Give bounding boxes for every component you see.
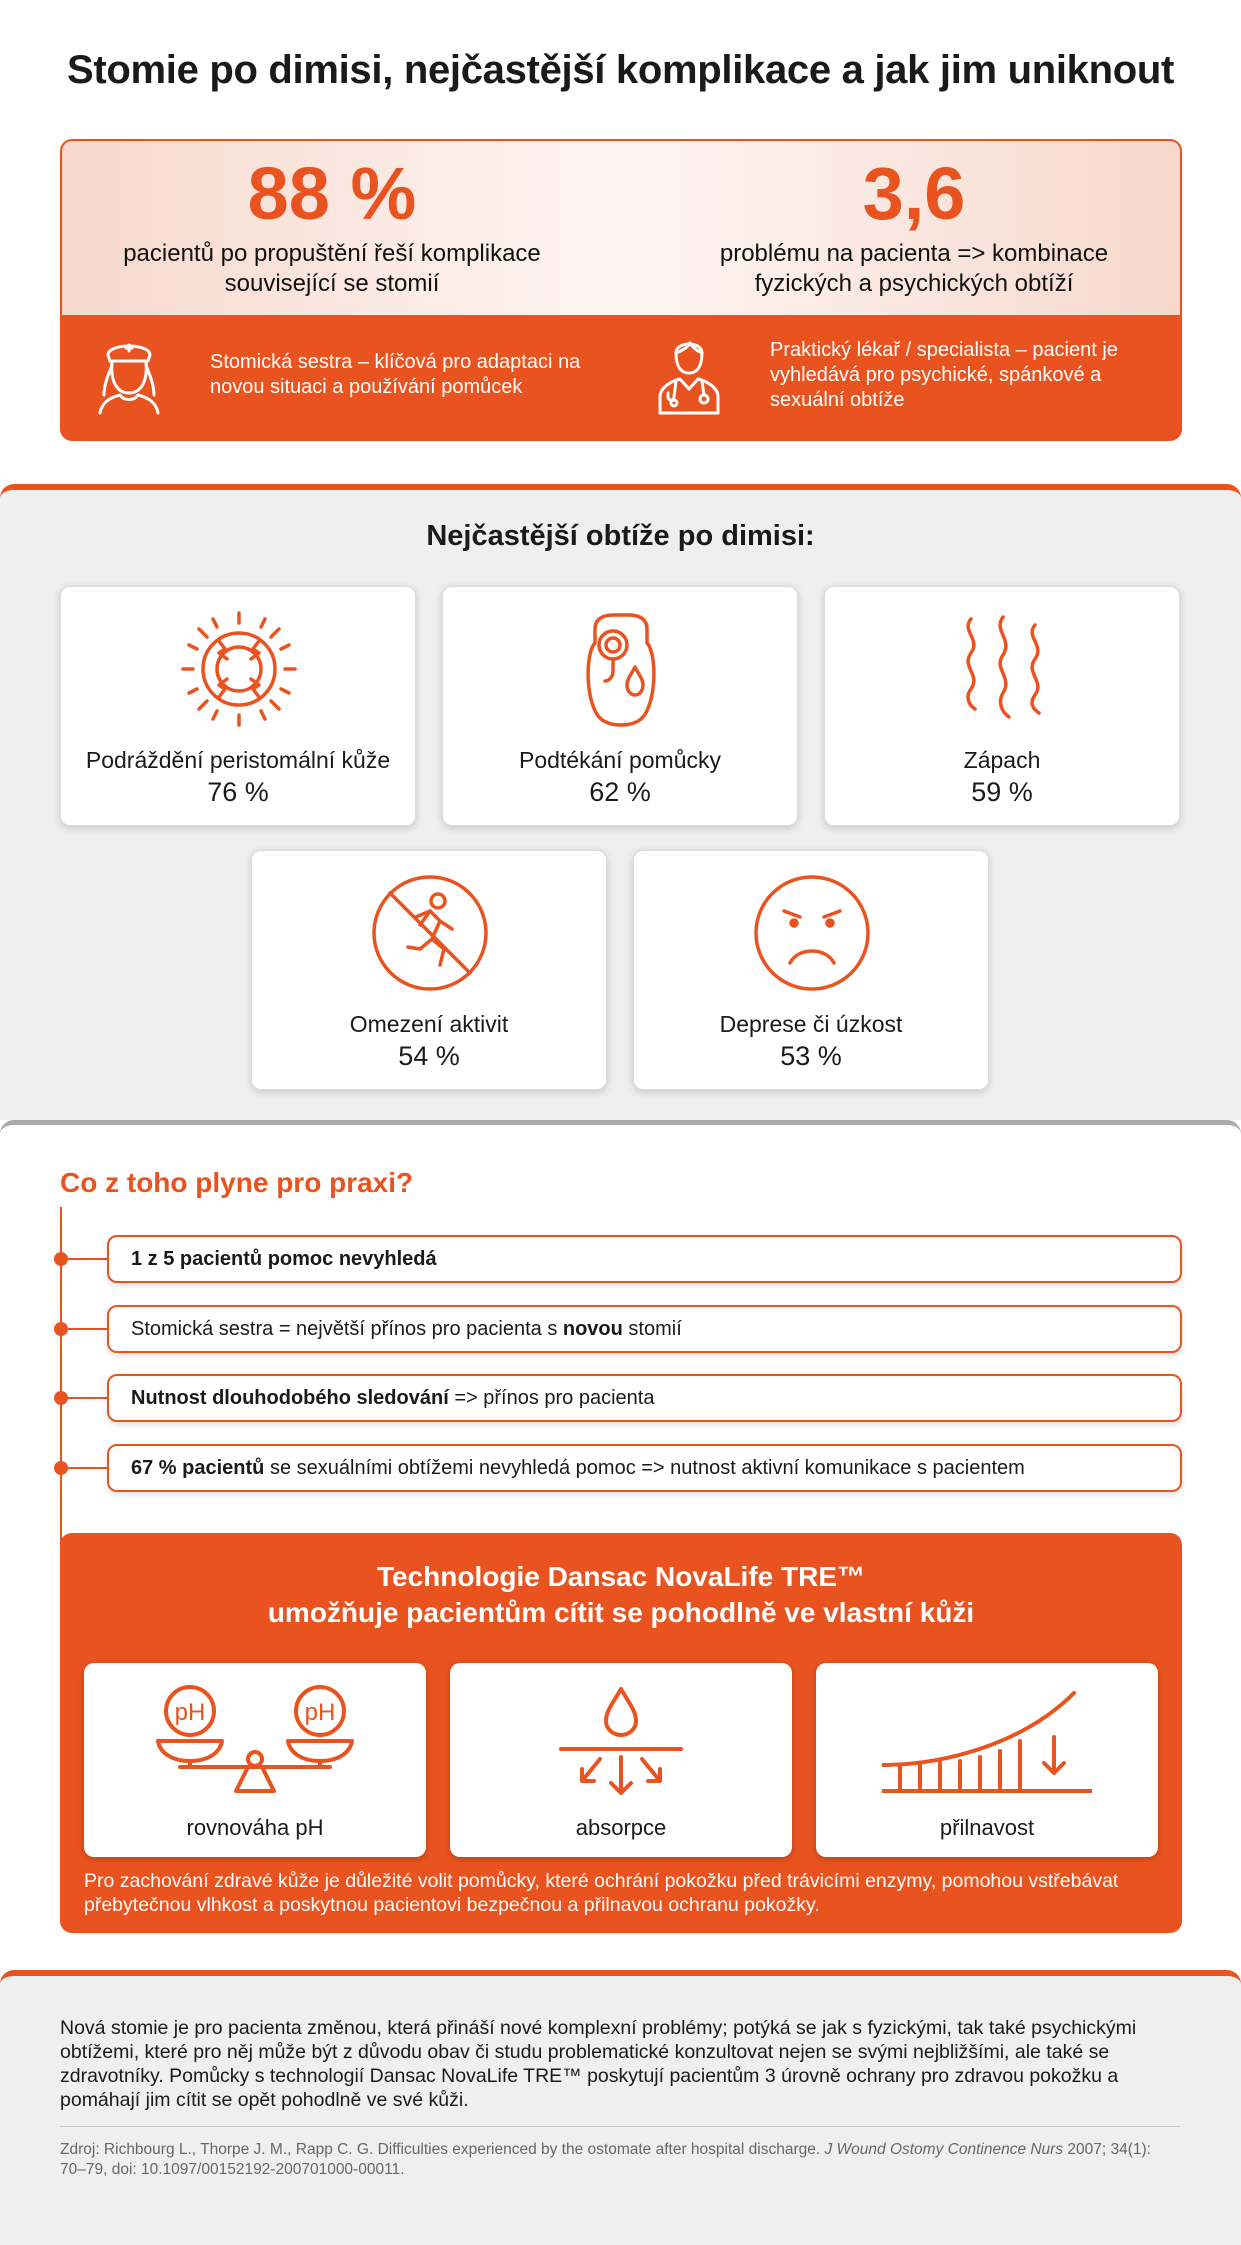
card-value: 76 % — [207, 777, 269, 807]
stat-value: 3,6 — [862, 152, 966, 235]
timeline-connector — [60, 1258, 107, 1260]
card-depression — [633, 850, 989, 1090]
card-leaking-pouch — [442, 586, 798, 826]
practice-item-text: Stomická sestra = největší přínos pro pacienta s — [131, 1318, 563, 1340]
card-absorption — [450, 1663, 792, 1857]
novalife-title — [60, 1559, 1182, 1631]
complications-section — [0, 484, 1241, 1120]
card-label: Omezení aktivit — [349, 1011, 509, 1037]
card-value: 53 % — [780, 1041, 842, 1071]
ncard-label: přilnavost — [939, 1815, 1035, 1840]
complications-title: Nejčastější obtíže po dimisi: — [426, 520, 815, 552]
card-activity-limitation — [251, 850, 607, 1090]
practice-item-bold: 67 % pacientů — [131, 1457, 265, 1479]
nurse-icon — [94, 335, 164, 415]
card-label: Podráždění peristomální kůže — [85, 747, 391, 773]
practice-item — [107, 1235, 1182, 1283]
roles-strip — [62, 315, 1180, 441]
practice-title: Co z toho plyne pro praxi? — [60, 1167, 414, 1198]
no-activity-icon — [370, 873, 490, 993]
leaking-pouch-icon — [561, 609, 681, 729]
card-adhesion — [816, 1663, 1158, 1857]
practice-section — [0, 1120, 1241, 1970]
practice-item — [107, 1305, 1182, 1353]
role-doctor — [654, 335, 1150, 415]
novalife-title-line: Technologie Dansac NovaLife TRE™ — [376, 1561, 866, 1592]
ncard-label: rovnováha pH — [186, 1815, 324, 1840]
page-title: Stomie po dimisi, nejčastější komplikace a jak jim uniknout — [66, 48, 1175, 92]
role-text: Stomická sestra – klíčová pro adaptaci na novou situaci a používání pomůcek — [210, 351, 581, 398]
novalife-description: Pro zachování zdravé kůže je důležité volit pomůcky, které ochrání pokožku před trávicími enzymy, pomohou vstřebávat přebytečnou vlhkost a poskytnou pacientovi bezpečnou a přilnavou ochranu pokožky. — [84, 1870, 1119, 1916]
practice-item-text: stomií — [622, 1318, 682, 1340]
novalife-box — [60, 1533, 1182, 1933]
ph-label-left: pH — [174, 1699, 206, 1726]
card-odor — [824, 586, 1180, 826]
practice-item-text: se sexuálními obtížemi nevyhledá pomoc => nutnost aktivní komunikace s pacientem — [264, 1457, 1025, 1479]
card-label: Deprese či úzkost — [719, 1011, 903, 1037]
timeline-connector — [60, 1328, 107, 1330]
practice-item — [107, 1444, 1182, 1492]
practice-item-bold: 1 z 5 pacientů pomoc nevyhledá — [131, 1248, 437, 1270]
practice-item — [107, 1374, 1182, 1422]
sad-face-icon — [752, 873, 872, 993]
source-citation — [60, 2140, 1180, 2180]
source-journal: J Wound Ostomy Continence Nurs — [824, 2141, 1064, 2158]
stat-problems-per-patient — [644, 149, 1182, 299]
stats-top — [62, 141, 1180, 315]
card-value: 54 % — [398, 1041, 460, 1071]
practice-item-text: => přínos pro pacienta — [448, 1387, 655, 1409]
card-label: Podtékání pomůcky — [518, 747, 721, 773]
ph-balance-icon — [150, 1683, 360, 1795]
ph-label-right: pH — [304, 1699, 336, 1726]
role-text: Praktický lékař / specialista – pacient je vyhledává pro psychické, spánkové a sexuální obtíže — [770, 338, 1118, 411]
card-skin-irritation — [60, 586, 416, 826]
source-text: 2007; 34(1): 70–79, doi: 10.1097/00152192-200701000-00011. — [60, 2141, 1151, 2178]
summary-section — [0, 1970, 1241, 2245]
card-ph-balance — [84, 1663, 426, 1857]
practice-item-bold: Nutnost dlouhodobého sledování — [131, 1387, 449, 1409]
doctor-icon — [654, 335, 724, 415]
summary-text: Nová stomie je pro pacienta změnou, která přináší nové komplexní problémy; potýká se jak s fyzickými, tak také psychickými obtížemi, které pro něj může být z důvodu obav či studu problematické konzultovat nejen se svými nejbližšími, ale také se zdravotníky. Pomůcky s technologií Dansac NovaLife TRE™ poskytují pacientům 3 úrovně ochrany pro zdravou pokožku a pomáhají jim cítit se opět pohodlně ve své kůži. — [60, 2017, 1137, 2111]
source-text: Zdroj: Richbourg L., Thorpe J. M., Rapp C. G. Difficulties experienced by the ostomate after hospital discharge. — [60, 2141, 825, 2158]
stat-desc: pacientů po propuštění řeší komplikace související se stomií — [123, 240, 541, 297]
practice-item-bold: novou — [562, 1318, 623, 1340]
divider — [60, 2126, 1180, 2127]
stat-desc: problému na pacienta => kombinace fyzických a psychických obtíží — [719, 240, 1109, 297]
skin-irritation-icon — [179, 609, 299, 729]
adhesion-icon — [882, 1683, 1092, 1795]
stats-box — [60, 139, 1182, 441]
absorption-icon — [516, 1683, 726, 1795]
card-value: 62 % — [589, 777, 651, 807]
role-nurse — [94, 335, 590, 415]
stat-value: 88 % — [247, 152, 417, 235]
timeline-connector — [60, 1397, 107, 1399]
card-label: Zápach — [963, 747, 1041, 773]
stat-patients-complications — [62, 149, 602, 299]
ncard-label: absorpce — [575, 1815, 667, 1840]
timeline-connector — [60, 1467, 107, 1469]
card-value: 59 % — [971, 777, 1033, 807]
novalife-title-line: umožňuje pacientům cítit se pohodlně ve vlastní kůži — [267, 1597, 975, 1628]
odor-icon — [943, 609, 1063, 729]
